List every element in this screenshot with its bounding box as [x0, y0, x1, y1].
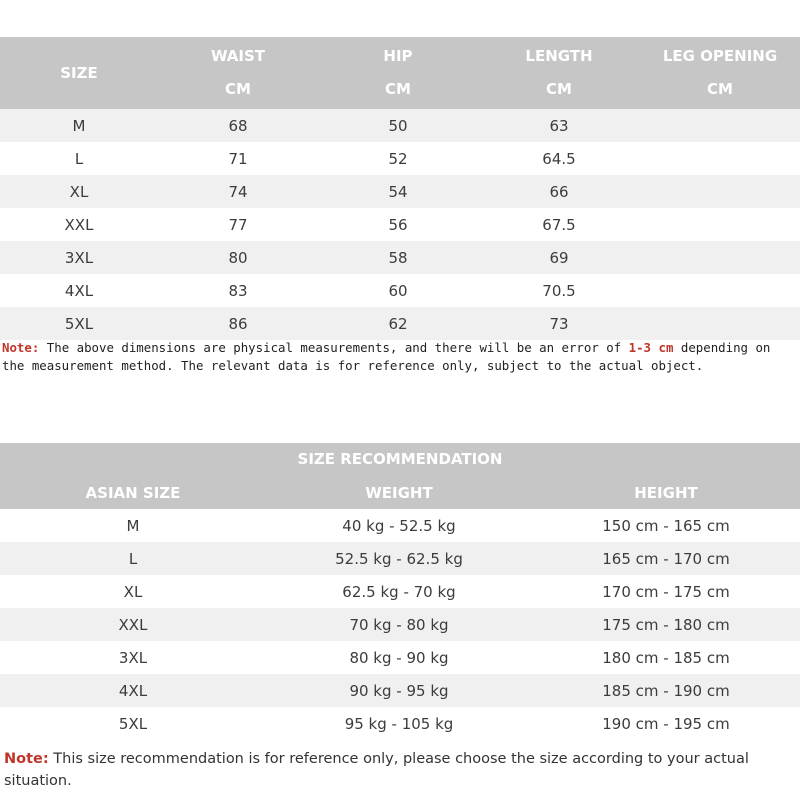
cell-hip: 56 [388, 215, 408, 234]
table-row [0, 608, 800, 641]
header-weight: WEIGHT [365, 483, 433, 502]
table-row [0, 707, 800, 740]
cell-asian-size: 4XL [118, 681, 148, 700]
cell-waist: 83 [228, 281, 248, 300]
cell-height: 175 cm - 180 cm [602, 615, 730, 634]
table-row [0, 241, 800, 274]
table-row [0, 142, 800, 175]
cell-asian-size: L [128, 549, 138, 568]
cell-weight: 40 kg - 52.5 kg [342, 516, 456, 535]
cell-waist: 74 [228, 182, 248, 201]
cell-size: XXL [64, 215, 94, 234]
size-recommendation-table [0, 443, 800, 740]
note-error-range: 1-3 cm [628, 340, 674, 355]
cell-waist: 86 [228, 314, 248, 333]
cell-hip: 58 [388, 248, 408, 267]
note-text-after: depending on the measurement method. The relevant data is for reference only, subject to the actual object. [2, 340, 771, 373]
cell-hip: 50 [388, 116, 408, 135]
table-row [0, 509, 800, 542]
cell-length: 63 [549, 116, 569, 135]
recommendation-table-header [0, 443, 800, 509]
cell-height: 165 cm - 170 cm [602, 549, 730, 568]
cell-waist: 71 [228, 149, 248, 168]
table-row [0, 109, 800, 142]
note-label: Note: [2, 340, 40, 355]
cell-asian-size: XXL [118, 615, 148, 634]
table-row [0, 542, 800, 575]
cell-asian-size: 3XL [118, 648, 148, 667]
note2-text: This size recommendation is for reference only, please choose the size according to your actual situation. [4, 751, 749, 789]
cell-length: 70.5 [542, 281, 576, 300]
cell-waist: 80 [228, 248, 248, 267]
table-row [0, 575, 800, 608]
header-hip: HIP CM [383, 47, 413, 98]
cell-asian-size: M [126, 516, 140, 535]
table-row [0, 274, 800, 307]
table-row [0, 307, 800, 340]
table-row [0, 641, 800, 674]
note-text-before: The above dimensions are physical measurements, and there will be an error of [39, 340, 629, 355]
cell-weight: 70 kg - 80 kg [349, 615, 449, 634]
cell-hip: 60 [388, 281, 408, 300]
table-row [0, 175, 800, 208]
cell-size: XL [69, 182, 89, 201]
header-length: LENGTH CM [525, 47, 593, 98]
cell-weight: 52.5 kg - 62.5 kg [335, 549, 463, 568]
measurement-table-header [0, 37, 800, 109]
recommendation-table-body [0, 509, 800, 740]
table-row [0, 674, 800, 707]
cell-length: 66 [549, 182, 569, 201]
cell-weight: 80 kg - 90 kg [349, 648, 449, 667]
header-waist: WAIST CM [210, 47, 266, 98]
header-height: HEIGHT [634, 483, 698, 502]
cell-hip: 62 [388, 314, 408, 333]
cell-length: 73 [549, 314, 569, 333]
recommendation-title: SIZE RECOMMENDATION [297, 450, 503, 468]
measurement-note [2, 339, 798, 375]
cell-asian-size: XL [123, 582, 143, 601]
cell-length: 64.5 [542, 149, 576, 168]
cell-weight: 95 kg - 105 kg [344, 714, 454, 733]
cell-length: 67.5 [542, 215, 576, 234]
measurement-table-body [0, 109, 800, 340]
cell-size: 3XL [64, 248, 94, 267]
header-size: SIZE [60, 63, 98, 82]
cell-height: 190 cm - 195 cm [602, 714, 730, 733]
cell-size: 5XL [64, 314, 94, 333]
measurement-table [0, 37, 800, 340]
cell-height: 180 cm - 185 cm [602, 648, 730, 667]
cell-size: 4XL [64, 281, 94, 300]
cell-size: M [72, 116, 86, 135]
cell-height: 150 cm - 165 cm [602, 516, 730, 535]
header-asian-size: ASIAN SIZE [85, 483, 181, 502]
cell-length: 69 [549, 248, 569, 267]
cell-size: L [74, 149, 84, 168]
recommendation-note [4, 748, 794, 792]
note2-label: Note: [4, 751, 49, 767]
cell-height: 170 cm - 175 cm [602, 582, 730, 601]
cell-waist: 68 [228, 116, 248, 135]
table-row [0, 208, 800, 241]
cell-waist: 77 [228, 215, 248, 234]
cell-asian-size: 5XL [118, 714, 148, 733]
cell-weight: 62.5 kg - 70 kg [342, 582, 456, 601]
cell-height: 185 cm - 190 cm [602, 681, 730, 700]
header-leg-opening: LEG OPENING CM [662, 47, 778, 98]
cell-hip: 54 [388, 182, 408, 201]
cell-weight: 90 kg - 95 kg [349, 681, 449, 700]
cell-hip: 52 [388, 149, 408, 168]
